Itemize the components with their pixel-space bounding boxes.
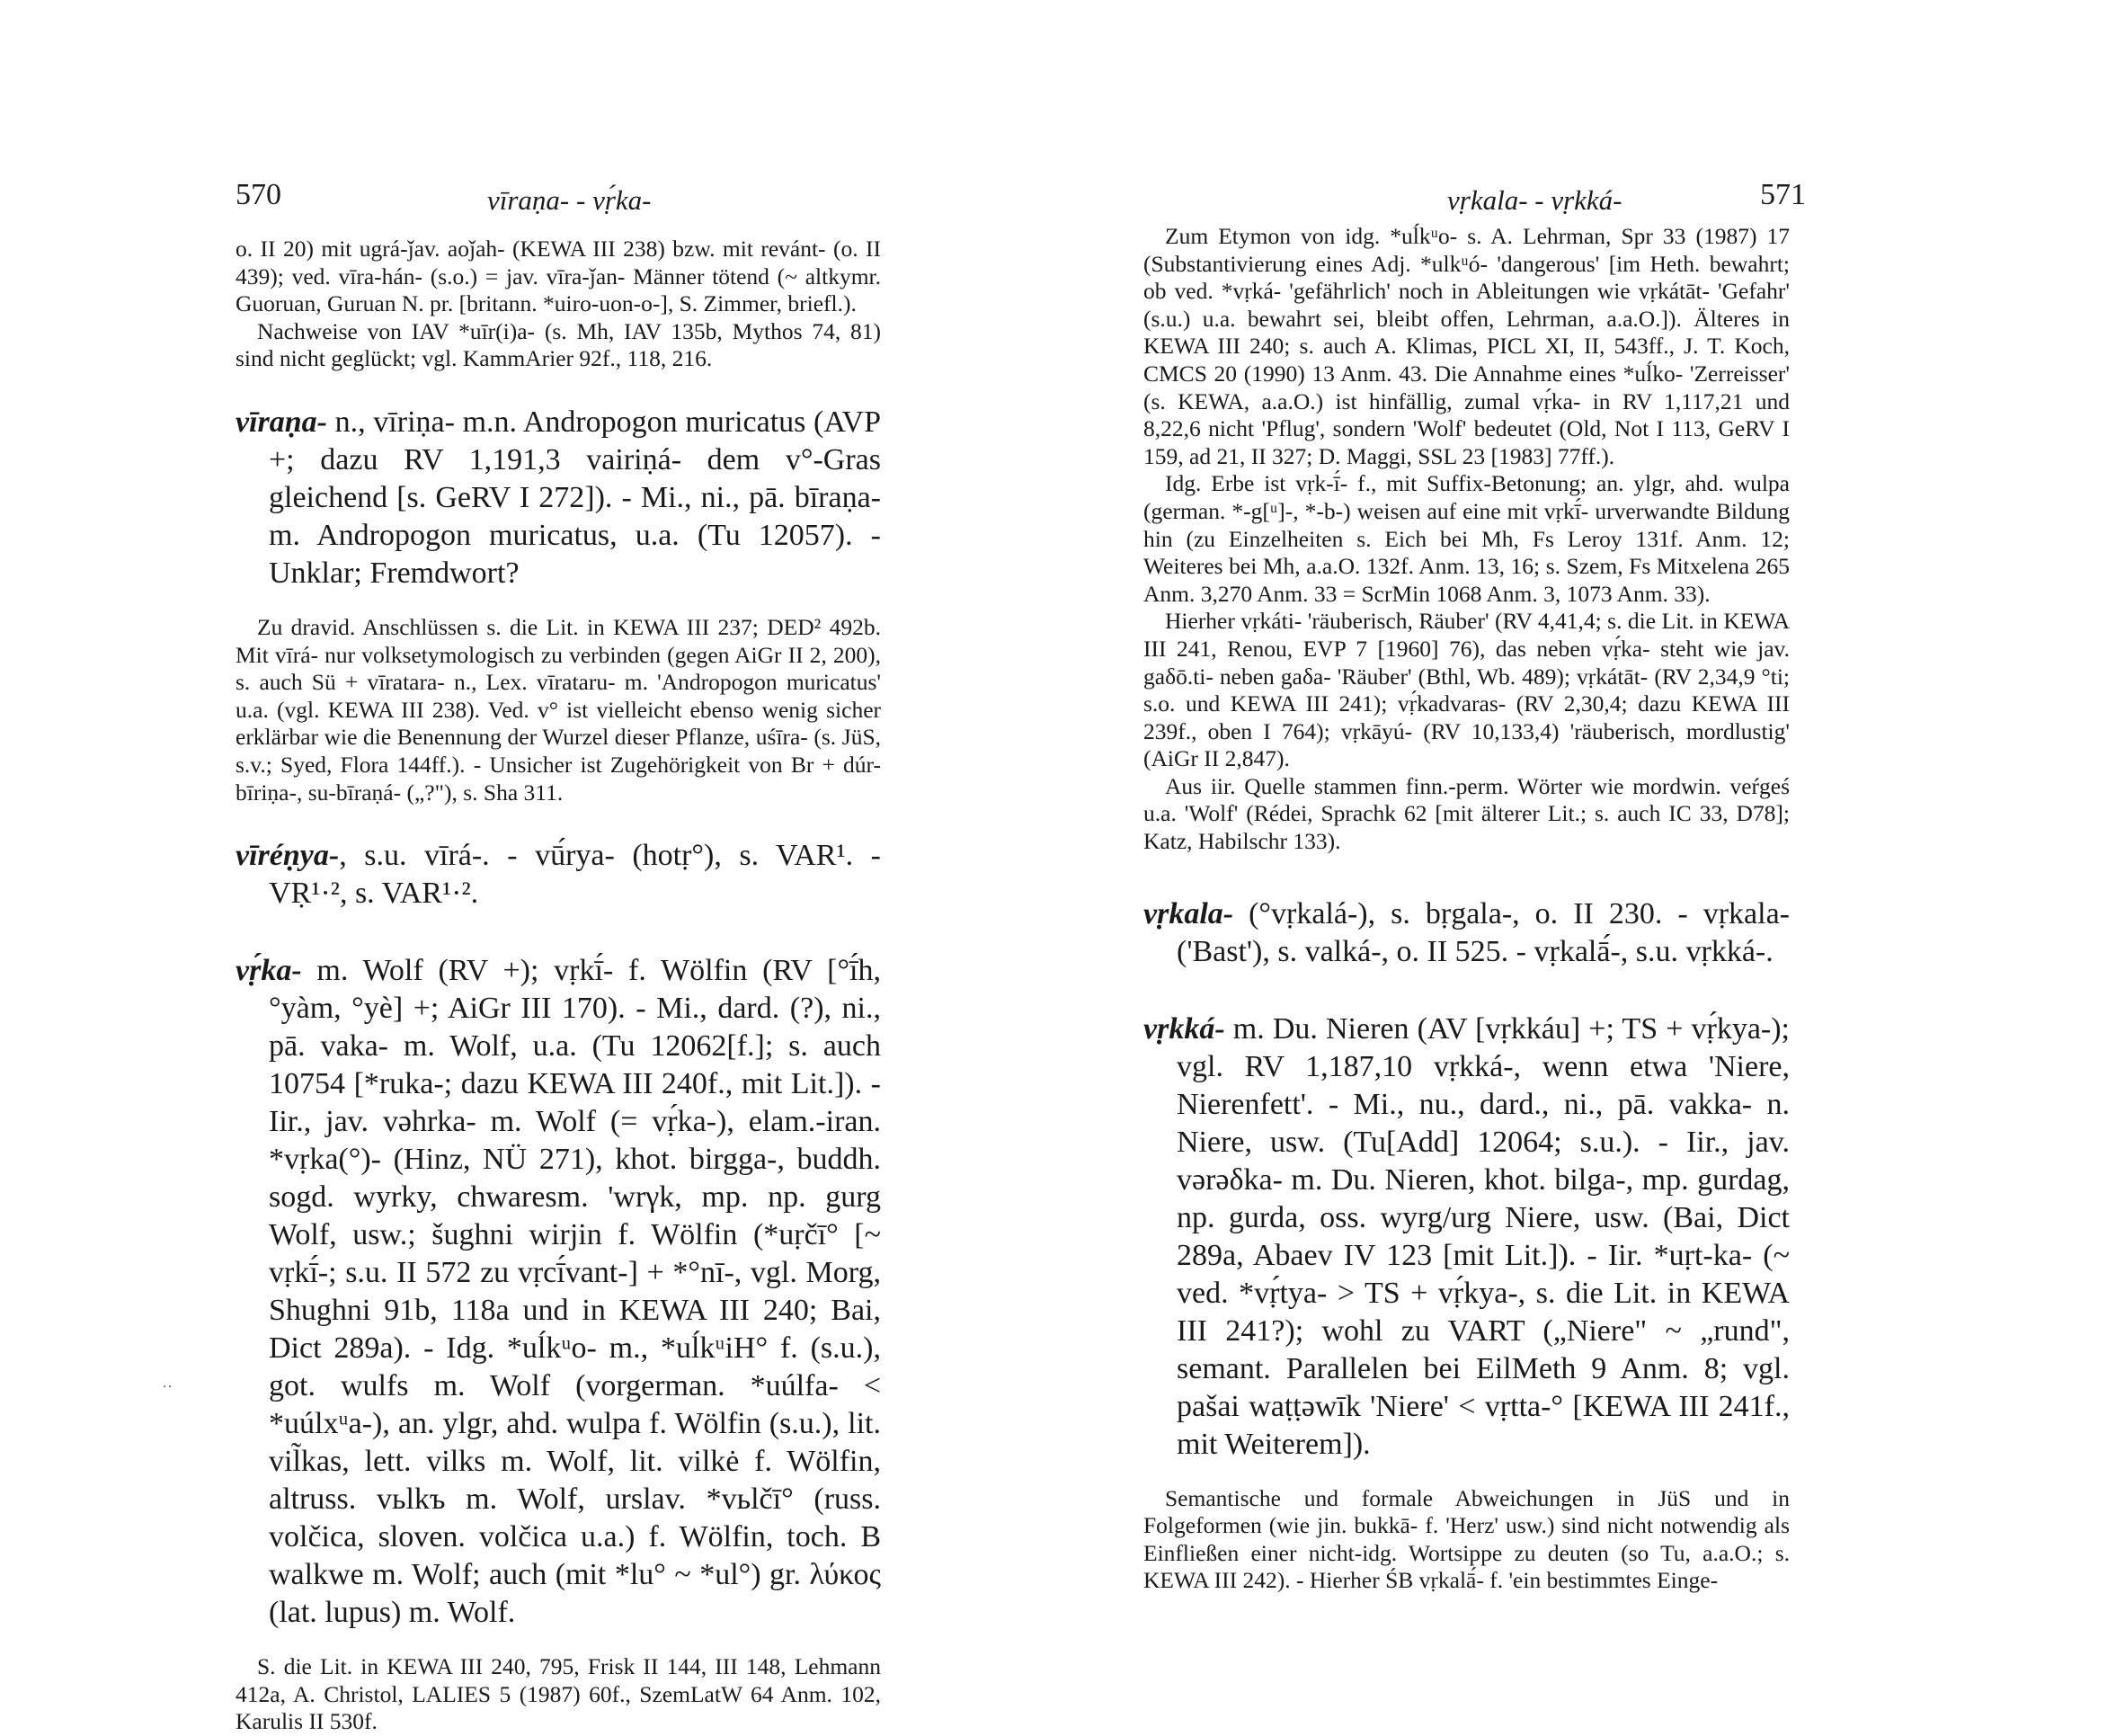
- entry-vrka: [236, 952, 881, 1632]
- lemma: vṛkká-: [1143, 1011, 1225, 1046]
- page-number: 570: [236, 178, 281, 211]
- paragraph: Hierher vṛkáti- 'räuberisch, Räuber' (RV 4,41,4; s. die Lit. in KEWA III 241, Renou, EVP 7 [1960] 76), das neben vṛ́ka- steht wie jav. gaδō.ti- neben gaδa- 'Räuber' (Bthl, Wb. 489); vṛkátāt- (RV 2,34,9 °ti; s.o. und KEWA III 241); vṛ́kadvaras- (RV 2,30,4; dazu KEWA III 239f., oben I 764); vṛkāyú- (RV 10,133,4) 'räuberisch, mordlustig' (AiGr II 2,847).: [1143, 608, 1790, 772]
- right-column: [1143, 223, 1790, 1595]
- entry-text: m. Du. Nieren (AV [vṛkkáu] +; TS + vṛ́kya-); vgl. RV 1,187,10 vṛkká-, wenn etwa 'Niere, Nierenfett'. - Mi., nu., dard., ni., pā. vakka- n. Niere, usw. (Tu[Add] 12064; s.u.). - Iir., jav. vərəδka- m. Du. Nieren, khot. bilga-, mp. gurdag, np. gurda, oss. wyrg/urg Niere, usw. (Bai, Dict 289a, Abaev IV 123 [mit Lit.]). - Iir. *uṛt-ka- (~ ved. *vṛ́tya- > TS + vṛ́kya-, s. die Lit. in KEWA III 241?); wohl zu VART („Niere" ~ „rund", semant. Parallelen bei EilMeth 9 Anm. 8; vgl. pašai waṭṭəwīk 'Niere' < vṛtta-° [KEWA III 241f., mit Weiterem]).: [1177, 1011, 1790, 1461]
- paragraph: o. II 20) mit ugrá-ǰav. aoǰah- (KEWA III 238) bzw. mit revánt- (o. II 439); ved. vīra-hán- (s.o.) = jav. vīra-ǰan- Männer tötend (~ altkymr. Guoruan, Guruan N. pr. [britann. *uiro-uon-o-], S. Zimmer, briefl.).: [236, 236, 881, 317]
- paragraph: Zum Etymon von idg. *uĺkᵘo- s. A. Lehrman, Spr 33 (1987) 17 (Substantivierung eines Adj. *ulkᵘó- 'dangerous' [im Heth. bewahrt; ob ved. *vṛká- 'gefährlich' noch in Ableitungen wie vṛkátāt- 'Gefahr' (s.u.) u.a. bewahrt sei, bleibt offen, Lehrman, a.a.O.]). Älteres in KEWA III 240; s. auch A. Klimas, PICL XI, II, 543ff., J. T. Koch, CMCS 20 (1990) 13 Anm. 43. Die Annahme eines *uĺko- 'Zerreisser' (s. KEWA, a.a.O.) ist hinfällig, zumal vṛ́ka- in RV 1,117,21 und 8,22,6 nicht 'Pflug', sondern 'Wolf' bedeutet (Old, Not I 113, GeRV I 159, ad 21, II 327; D. Maggi, SSL 23 [1983] 77ff.).: [1143, 223, 1790, 469]
- entry-virana: [236, 404, 881, 592]
- entry-text: (°vṛkalá-), s. bṛgala-, o. II 230. - vṛkala- ('Bast'), s. valká-, o. II 525. - vṛkalā́-, s.u. vṛkká-.: [1177, 896, 1790, 968]
- paragraph: Nachweise von IAV *uīr(i)a- (s. Mh, IAV 135b, Mythos 74, 81) sind nicht geglückt; vgl. KammArier 92f., 118, 216.: [236, 317, 881, 372]
- running-head: vṛkala- - vṛkká-: [1447, 184, 1622, 216]
- entry-vrkka: [1143, 1010, 1790, 1464]
- running-head: vīraṇa- - vṛ́ka-: [487, 184, 652, 216]
- lemma: vṛ́ka-: [236, 954, 302, 988]
- entry-note: S. die Lit. in KEWA III 240, 795, Frisk II 144, III 148, Lehmann 412a, A. Christol, LALIES 5 (1987) 60f., SzemLatW 64 Anm. 102, Karulis II 530f.: [236, 1653, 881, 1735]
- lemma: vīraṇa-: [236, 405, 327, 439]
- lemma: vṛkala-: [1143, 896, 1234, 930]
- paragraph: Aus iir. Quelle stammen finn.-perm. Wörter wie mordwin. veŕgeś u.a. 'Wolf' (Rédei, Sprachk 62 [mit älterer Lit.; s. auch IC 33, D78]; Katz, Habilschr 133).: [1143, 772, 1790, 855]
- lemma: vīréṇya-: [236, 839, 340, 873]
- entry-note: Zu dravid. Anschlüssen s. die Lit. in KEWA III 237; DED² 492b. Mit vīrá- nur volksetymologisch zu verbinden (gegen AiGr II 2, 200), s. auch Sü + vīratara- n., Lex. vīrataru- m. 'Andropogon muricatus' u.a. (vgl. KEWA III 238). Ved. v° ist vielleicht ebenso wenig sicher erklärbar wie die Benennung der Wurzel dieser Pflanze, uśīra- (s. JüS, s.v.; Syed, Flora 144ff.). - Unsicher ist Zugehörigkeit von Br + dúr-bīriṇa-, su-bīraṇá- („?"), s. Sha 311.: [236, 613, 881, 806]
- right-page: [1054, 0, 2107, 1594]
- entry-vrkala: [1143, 895, 1790, 971]
- page-number: 571: [1760, 178, 1806, 211]
- paragraph: Idg. Erbe ist vṛk-ī́- f., mit Suffix-Betonung; an. ylgr, ahd. wulpa (german. *-g[ᵘ]-, *-b-) weisen auf eine mit vṛkī́- urverwandte Bildung hin (zu Einzelheiten s. Eich bei Mh, Fs Leroy 131f. Anm. 12; Weiteres bei Mh, a.a.O. 132f. Anm. 13, 16; s. Szem, Fs Mitxelena 265 Anm. 3,270 Anm. 33 = ScrMin 1068 Anm. 3, 1073 Anm. 33).: [1143, 470, 1790, 607]
- entry-text: m. Wolf (RV +); vṛkī́- f. Wölfin (RV [°ī́h, °yàm, °yè] +; AiGr III 170). - Mi., dard. (?), ni., pā. vaka- m. Wolf, u.a. (Tu 12062[f.]; s. auch 10754 [*ruka-; dazu KEWA III 240f., mit Lit.]). - Iir., jav. vəhrka- m. Wolf (= vṛ́ka-), elam.-iran. *vṛka(°)- (Hinz, NÜ 271), khot. birgga-, buddh. sogd. wyrky, chwaresm. 'wrγk, mp. np. gurg Wolf, usw.; šughni wirjin f. Wölfin (*uṛčī° [~ vṛkī́-; s.u. II 572 zu vṛcī́vant-] + *°nī-, vgl. Morg, Shughni 91b, 118a und in KEWA III 240; Bai, Dict 289a). - Idg. *uĺkᵘo- m., *uĺkᵘiH° f. (s.u.), got. wulfs m. Wolf (vorgerman. *uúlfa- < *uúlxᵘa-), an. ylgr, ahd. wulpa f. Wölfin (s.u.), lit. vil̃kas, lett. vilks m. Wolf, lit. vilkė f. Wölfin, altruss. vьlkъ m. Wolf, urslav. *vьlčī° (russ. volčica, sloven. volčica u.a.) f. Wölfin, toch. B walkwe m. Wolf; auch (mit *lu° ~ *ul°) gr. λύκος (lat. lupus) m. Wolf.: [269, 954, 881, 1630]
- left-column: [236, 236, 881, 1736]
- margin-mark: ˙˙: [162, 1382, 173, 1400]
- entry-note: Semantische und formale Abweichungen in JüS und in Folgeformen (wie jin. bukkā- f. 'Herz' usw.) sind nicht notwendig als Einfließen einer nicht-idg. Wortsippe zu deuten (so Tu, a.a.O.; s. KEWA III 242). - Hierher ŚB vṛkalā́- f. 'ein bestimmtes Einge-: [1143, 1484, 1790, 1594]
- left-page: [0, 0, 1054, 1735]
- entry-virenya: [236, 837, 881, 913]
- entry-text: n., vīriṇa- m.n. Andropogon muricatus (AVP +; dazu RV 1,191,3 vairiṇá- dem v°-Gras gleichend [s. GeRV I 272]). - Mi., ni., pā. bīraṇa- m. Andropogon muricatus, u.a. (Tu 12057). - Unklar; Fremdwort?: [269, 405, 881, 590]
- entry-text: , s.u. vīrá-. - vū́rya- (hotṛ°), s. VAR¹. - VṚ¹·², s. VAR¹·².: [269, 839, 881, 911]
